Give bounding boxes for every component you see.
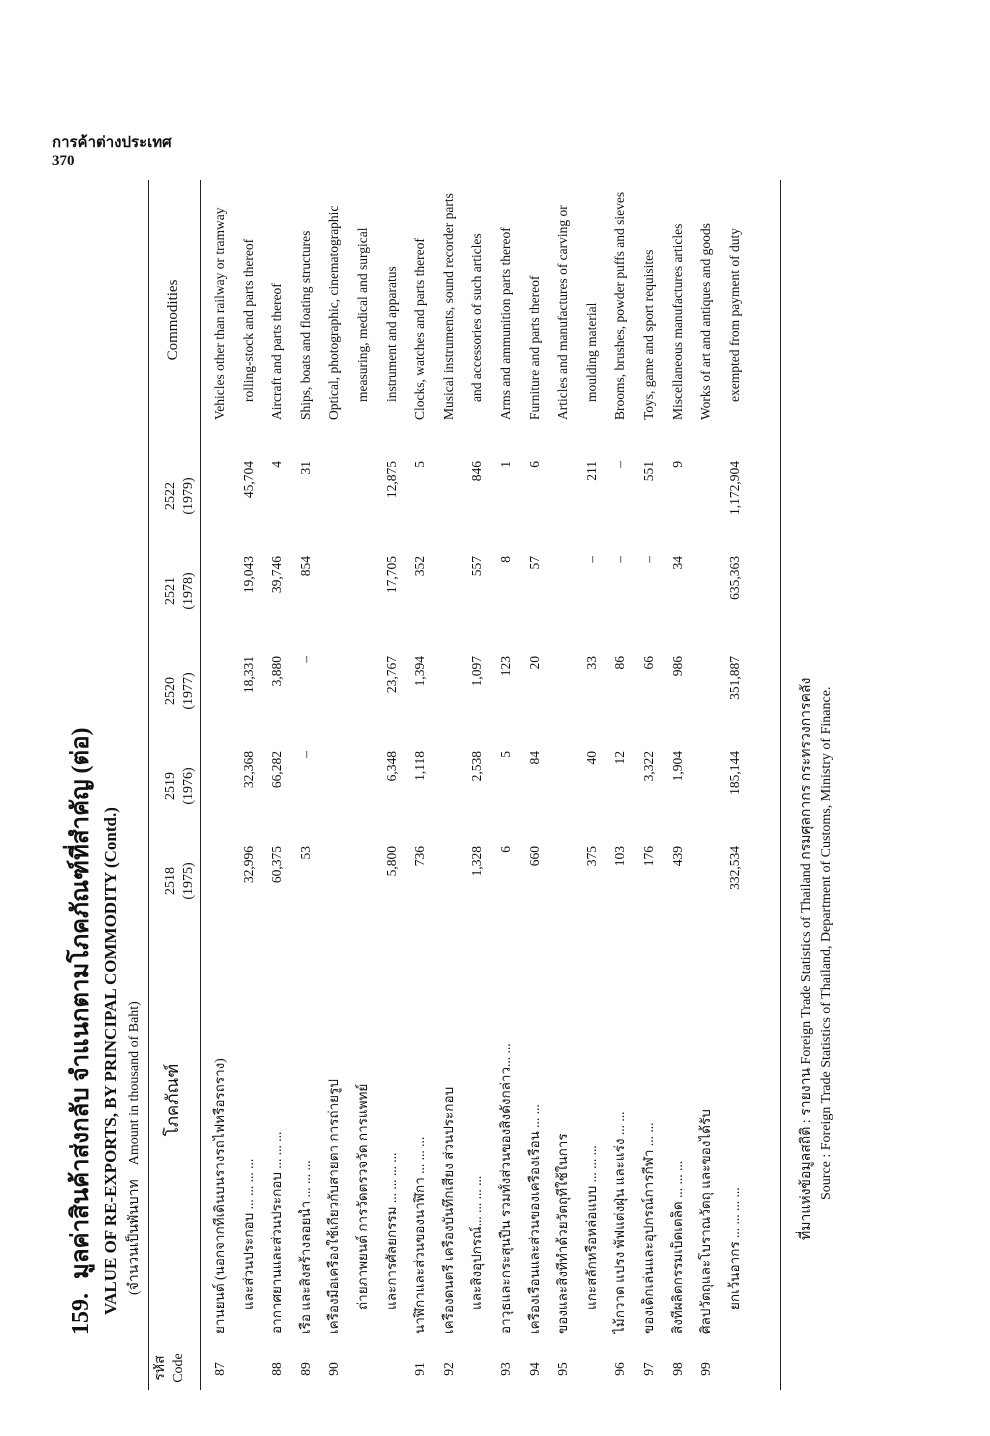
row-value: 635,363 [726,556,742,600]
row-commodity-en: instrument and apparatus [383,266,399,402]
row-value: 66,282 [269,751,285,789]
section-title: การค้าต่างประเทศ [52,135,172,151]
row-commodity-en: Musical instruments, sound recorder parts [440,193,456,420]
header-code [152,1348,188,1388]
row-commodity-en: Aircraft and parts thereof [269,283,285,420]
row-value: 84 [526,751,542,765]
row-commodity-en: rolling-stock and parts thereof [240,238,256,402]
row-commodity-en: and accessories of such articles [469,233,485,402]
row-value: 45,704 [240,461,256,499]
row-value: 5 [412,461,428,468]
row-value: 1,904 [669,751,685,782]
row-value: 39,746 [269,556,285,594]
row-commodity-thai: และส่วนประกอบ ... ... ... ... [240,1158,256,1310]
row-value: 32,368 [240,751,256,789]
row-value: 1,394 [412,656,428,687]
row-value: 3,322 [641,751,656,782]
row-value: 6,348 [383,751,399,782]
unit-english: Amount in thousand of Baht) [127,1001,142,1166]
row-value: 57 [526,556,542,570]
row-code: 98 [669,1362,685,1376]
row-value: 1 [498,461,513,468]
running-head [52,134,172,170]
row-value: 986 [669,656,685,677]
header-year-be: 2522 [163,482,178,510]
page-number: 370 [52,153,75,169]
row-value: 123 [498,656,513,677]
row-commodity-thai: ยานยนต์ (นอกจากที่เดินบนรางรถไฟหรือรถราง) [212,1058,227,1334]
table-unit-note [123,235,145,1335]
row-commodity-en: measuring, medical and surgical [355,227,370,402]
row-code: 99 [698,1362,714,1376]
row-commodity-thai: ยกเว้นอากร ... ... ... ... [726,1187,742,1310]
header-rule [200,180,201,1390]
row-value: 86 [612,656,628,670]
row-value: 1,328 [469,846,485,877]
top-rule [148,180,149,1390]
row-value: – [583,556,599,563]
header-code-thai: รหัส [153,1355,168,1381]
header-year-be: 2521 [163,577,178,605]
row-value: – [641,556,656,563]
row-value: 2,538 [469,751,485,782]
row-commodity-thai: ศิลปวัตถุและโบราณวัตถุ และของได้รับ [698,1109,714,1334]
row-value: 9 [669,461,685,468]
header-year-ce: (1977) [181,672,196,710]
row-value: 1,172,904 [726,461,742,515]
row-value: 19,043 [240,556,256,594]
row-value: 660 [526,846,542,867]
row-value: 185,144 [726,751,742,795]
footnotes [797,678,837,1240]
footnote-en-source: Source : Foreign Trade Statistics of Thailand, Department of Customs, Ministry of Finance. [819,686,834,1200]
row-commodity-thai: แกะสลักหรือหล่อแบบ ... ... ... [583,1145,599,1310]
row-commodity-en: Arms and ammunition parts thereof [498,227,513,420]
row-commodity-en: Ships, boats and floating structures [297,230,313,420]
row-value: 551 [641,461,656,482]
bottom-rule [780,180,781,1390]
row-commodity-en: Articles and manufactures of carving or [555,205,571,420]
row-value: 5,800 [383,846,399,877]
row-code: 94 [526,1362,542,1376]
row-value: 32,996 [240,846,256,884]
row-value: 854 [297,556,313,577]
row-value: 53 [297,846,313,860]
row-value: 1,097 [469,656,485,687]
row-value: 846 [469,461,485,482]
row-commodity-thai: อากาศยานและส่วนประกอบ ... ... ... [269,1131,285,1334]
row-commodity-thai: เรือ และสิ่งสร้างลอยน้ำ ... ... ... [297,1160,313,1334]
row-value: 176 [641,846,656,867]
row-commodity-en: Works of art and antiques and goods [698,223,714,420]
row-value: 211 [583,461,599,481]
row-value: 20 [526,656,542,670]
header-year-ce: (1978) [181,572,196,610]
table-title-thai [60,235,99,1335]
row-value: – [612,556,628,563]
row-value: – [297,751,313,758]
row-commodity-thai: และสิ่งอุปกรณ์... ... ... ... [469,1175,485,1310]
row-commodity-thai: ของเด็กเล่นและอุปกรณ์การกีฬา ... ... [641,1122,656,1334]
row-value: 34 [669,556,685,570]
row-value: 557 [469,556,485,577]
row-commodity-en: Clocks, watches and parts thereof [412,238,428,420]
row-value: 23,767 [383,656,399,694]
table-number: 159. [68,1293,94,1335]
header-year-ce: (1975) [181,862,196,900]
row-code: 89 [297,1362,313,1376]
row-code: 96 [612,1362,628,1376]
row-commodity-en: Vehicles other than railway or tramway [212,207,227,420]
row-commodity-en: Furniture and parts thereof [526,275,542,420]
header-year-1976 [162,751,198,821]
row-value: 736 [412,846,428,867]
row-value: 17,705 [383,556,399,594]
row-code: 88 [269,1362,285,1376]
row-value: 351,887 [726,656,742,700]
header-year-be: 2520 [163,677,178,705]
row-value: 33 [583,656,599,670]
row-commodity-thai: สิ่งที่ผลิตกรรมเบ็ดเตล็ด ... ... ... [669,1160,685,1334]
table-title-block [60,235,145,1335]
row-value: 4 [269,461,285,468]
row-code: 90 [326,1362,342,1376]
row-value: 6 [498,846,513,853]
row-value: 66 [641,656,656,670]
header-year-1977 [162,656,198,726]
header-code-en: Code [171,1353,186,1383]
row-code: 91 [412,1362,428,1376]
header-year-1978 [162,556,198,626]
rotated-table-page [52,180,892,1390]
table-title-english: VALUE OF RE-EXPORTS, BY PRINCIPAL COMMODITY (Contd.) [101,807,120,1315]
row-value: 103 [612,846,628,867]
row-code: 87 [212,1362,227,1376]
row-value: 1,118 [412,751,428,781]
unit-thai: (จำนวนเป็นพันบาท [127,1179,142,1295]
row-value: 60,375 [269,846,285,884]
footnote-thai-source: ที่มาแห่งข้อมูลสถิติ : รายงาน Foreign Trade Statistics of Thailand กรมศุลกากร กระทรวงการคลัง [799,677,814,1240]
row-value: 3,880 [269,656,285,687]
row-commodity-thai: ไม้กวาด แปรง พัฟแต่งฝุ่น และแร่ง ... ... [612,1111,628,1334]
header-commodity-thai: โภคภัณฑ์ [163,1063,182,1137]
row-commodity-en: Optical, photographic, cinematographic [326,205,342,420]
header-year-1979 [162,461,198,531]
row-commodity-thai: นาฬิกาและส่วนของนาฬิกา ... ... ... [412,1136,428,1334]
header-year-be: 2519 [163,772,178,800]
row-commodity-en: Toys, game and sport requisites [641,249,656,420]
row-value: 439 [669,846,685,867]
row-value: – [297,656,313,663]
row-commodity-en: exempted from payment of duty [726,228,742,402]
row-value: 12 [612,751,628,765]
row-value: 40 [583,751,599,765]
row-commodity-thai: อาวุธและกระสุนปืน รวมทั้งส่วนของสิ่งดังกล่าว... ... [498,1043,513,1334]
row-commodity-thai: ของและสิ่งที่ทำด้วยวัตถุที่ใช้ในการ [555,1133,571,1334]
row-code: 97 [641,1362,656,1376]
row-value: 8 [498,556,513,563]
row-commodity-thai: เครื่องเรือนและส่วนของเครื่องเรือน ... ... [526,1104,542,1334]
row-commodity-en: Brooms, brushes, powder puffs and sieves [612,191,628,420]
row-commodity-thai: ถ่ายภาพยนต์ การวัดตรวจวัด การแพทย์ [355,1083,370,1310]
row-value: 12,875 [383,461,399,499]
row-value: 352 [412,556,428,577]
row-commodity-en: Miscellaneous manufactures articles [669,223,685,420]
row-code: 92 [440,1362,456,1376]
row-value: 18,331 [240,656,256,694]
row-commodity-thai: และการศัลยกรรม ... ... ... ... [383,1152,399,1310]
row-commodity-en: moulding material [583,302,599,402]
row-value: 6 [526,461,542,468]
row-value: 31 [297,461,313,475]
row-commodity-thai: เครื่องมือเครื่องใช้เกี่ยวกับสายตา การถ่ายรูป [326,1079,342,1334]
row-commodity-thai: เครื่องดนตรี เครื่องบันทึกเสียง ส่วนประกอบ [440,1086,456,1334]
header-year-ce: (1976) [181,767,196,805]
row-value: 5 [498,751,513,758]
row-value: – [612,461,628,468]
row-value: 332,534 [726,846,742,890]
row-value: 375 [583,846,599,867]
header-commodities-en: Commodities [165,279,181,361]
header-year-be: 2518 [163,867,178,895]
row-code: 93 [498,1362,513,1376]
row-code: 95 [555,1362,571,1376]
header-year-ce: (1979) [181,477,196,515]
table-title-thai-text: มูลค่าสินค้าส่งกลับ จำแนกตามโภคภัณฑ์ที่สำคัญ (ต่อ) [68,727,94,1279]
header-year-1975 [162,846,198,916]
